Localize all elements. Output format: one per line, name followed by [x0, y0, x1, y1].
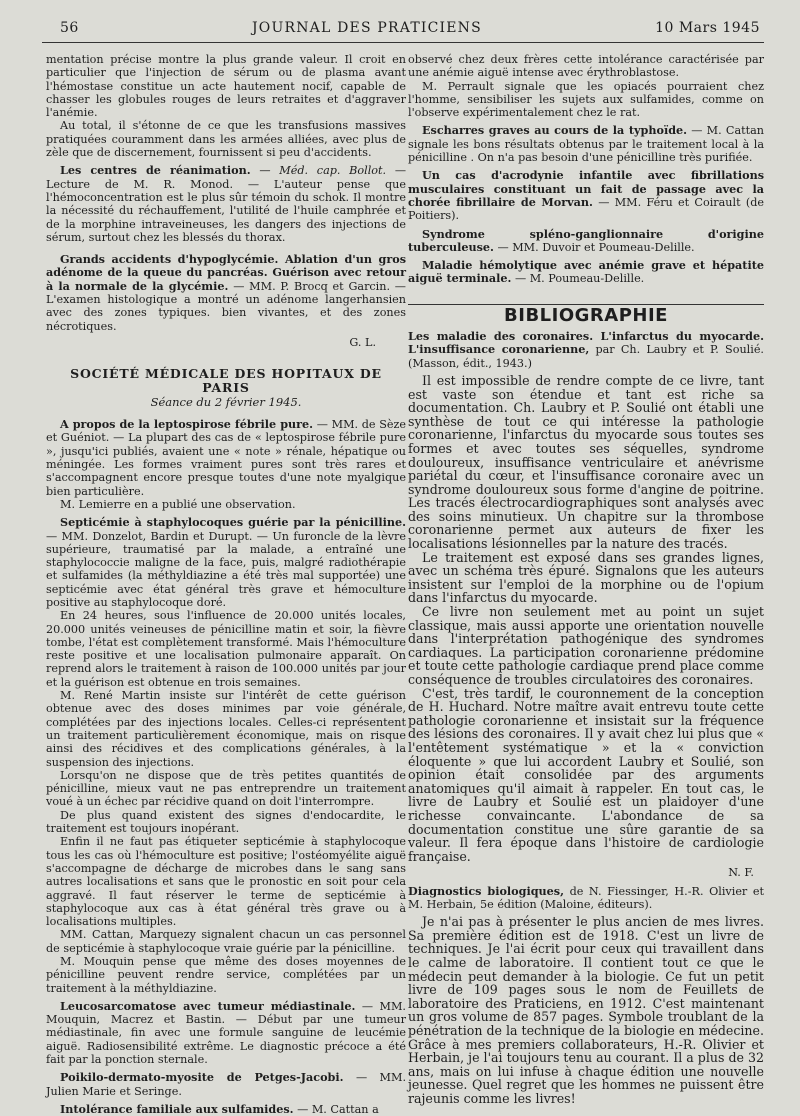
paragraph: De plus quand existent des signes d'endocardite, le traitement est toujours inopérant. [46, 808, 406, 836]
paragraph: Au total, il s'étonne de ce que les transfusions massives pratiquées couramment dans les armées alliées, avec plus de zèle que de discernement, fournissent si peu d'accidents. [46, 119, 406, 160]
left-column [42, 53, 406, 1116]
paragraph: mentation précise montre la plus grande valeur. Il croit en particulier que l'injection de sérum ou de plasma avant l'hémostase constitue un acte hautement nocif, capable de chasser les globules rouges de leurs retraites et d'aggraver l'anémie. [46, 53, 406, 120]
bibliography-heading: BIBLIOGRAPHIE [408, 304, 764, 322]
section-text: — MM. Duvoir et Poumeau-Delille. [497, 240, 695, 254]
section-septic [46, 516, 406, 609]
section-lepto [46, 418, 406, 498]
section-text: — Lecture de M. R. Monod. — L'auteur pense que l'hémoconcentration est le plus sûr témoin du schok. Il montre la nécessité du réchauffement, l'utilité de l'huile camphrée et de la morphine intraveineuses, les dangers des injections de sérum, surtout chez les blessés du thorax. [46, 164, 407, 244]
signature: N. F. [728, 866, 754, 880]
page-header [42, 20, 764, 43]
section-acrodynie [408, 169, 764, 222]
right-column [408, 53, 764, 1116]
section-title: Maladie hémolytique avec anémie grave et hépatite aiguë terminale. [408, 258, 764, 286]
paragraph: M. Perrault signale que les opiacés pourraient chez l'homme, sensibiliser les sujets aux sulfamides, comme on l'observe expérimentalement chez le rat. [408, 79, 764, 120]
section-title: A propos de la leptospirose fébrile pure. [60, 417, 314, 432]
section-text: — MM. Donzelot, Bardin et Durupt. — Un furoncle de la lèvre supérieure, traumatisé par la malade, a entraîné une staphylococcie maligne de la face, puis, malgré radiothérapie et sulfamides (la méthyldiazine a été très mal supportée) une septicémie avec état général très grave et hémoculture positive au staphylocoque doré. [46, 529, 406, 609]
book-title: Les maladie des coronaires. L'infarctus du myocarde. L'insuffisance coronarienne, [408, 329, 764, 357]
section-text: — MM. Féru et Coirault (de Poitiers). [408, 195, 765, 223]
section-title: Grands accidents d'hypoglycémie. Ablation d'un gros adénome de la queue du pancréas. Guérison avec retour à la normale de la glycémie. [46, 252, 406, 293]
section-ref: — Méd. cap. Bollot. [259, 164, 387, 178]
paragraph: Il est impossible de rendre compte de ce livre, tant est vaste son étendue et tant est riche sa documentation. Ch. Laubry et P. Soulié ont établi une synthèse de tout ce qui intéresse la pathologie coronarienne, l'infarctus du myocarde sous toutes ses formes et avec toutes ses séquelles, syndrome douloureux, insuffisance ventriculaire et anévrisme pariétal du cœur, et l'insuffisance coronaire avec un syndrome douloureux sous forme d'angine de poitrine. Les tracés électrocardiographiques sont analysés avec des soins minutieux. Un chapitre sur la thrombose coronarienne permet aux auteurs de fixer les localisations lésionnelles par la nature des tracés. [408, 372, 764, 552]
paragraph: MM. Cattan, Marquezy signalent chacun un cas personnel de septicémie à staphylocoque vraie guérie par la pénicilline. [46, 928, 406, 955]
section-title: Syndrome spléno-ganglionnaire d'origine tuberculeuse. [408, 226, 764, 254]
paragraph: Je n'ai pas à présenter le plus ancien de mes livres. Sa première édition est de 1918. C'est un livre de techniques. Je l'ai écrit pour ceux qui travaillent dans le calme de laboratoire. Il contient tout ce que le médecin peut demander à la biologie. Ce fut un petit livre de 109 pages sous le nom de Feuillets de laboratoire des Praticiens, en 1912. C'est maintenant un gros volume de 857 pages. Symbole troublant de la pénétration de la technique de la biologie en médecine. Grâce à mes premiers collaborateurs, H.-R. Olivier et Herbain, je l'ai toujours tenu au courant. Il a plus de 32 ans, mais on lui infuse à chaque édition une nouvelle jeunesse. Quel regret que les hommes ne puissent être rajeunis comme les livres! [408, 914, 764, 1106]
signature: G. L. [349, 335, 376, 349]
paragraph: Ce livre non seulement met au point un sujet classique, mais aussi apporte une orientation nouvelle dans l'interprétation pathogénique des syndromes cardiaques. La participation coronarienne prédomine et toute cette pathologie cardiaque prend place comme conséquence de troubles circulatoires des coronaires. [408, 604, 764, 687]
section-title: Poikilo-dermato-myosite de Petges-Jacobi. [60, 1070, 344, 1085]
section-accidents [46, 253, 406, 333]
section-syndrome [408, 228, 764, 255]
book-review-2 [408, 915, 764, 1105]
section-text: — M. Cattan signale les bons résultats obtenus par le traitement local à la pénicilline . On n'a pas besoin d'une pénicilline très purifiée. [408, 124, 764, 165]
society-title: SOCIÉTÉ MÉDICALE DES HOPITAUX DE PARIS [70, 366, 382, 395]
paragraph: Lorsqu'on ne dispose que de très petites quantités de pénicilline, mieux vaut ne pas entreprendre un traitement voué à un échec par récidive quand on doit l'interrompre. [46, 768, 406, 809]
book-title: Diagnostics biologiques, [408, 883, 564, 898]
paragraph: C'est, très tardif, le couronnement de la conception de H. Huchard. Notre maître avait entrevu toute cette pathologie coronarienne et insistait sur la fréquence des lésions des coronaires. Il y avait chez lui plus que « l'entêtement systématique » et la « conviction éloquente » que lui accordent Laubry et Soulié, son opinion était consolidée par des arguments anatomiques qu'il aimait à rappeler. En tout cas, le livre de Laubry et Soulié est un plaidoyer d'une richesse convaincante. L'abondance de sa documentation constitue une sûre garantie de sa valeur. Il fera époque dans l'histoire de cardiologie française. [408, 685, 764, 864]
book-entry-1 [408, 330, 764, 370]
journal-title: JOURNAL DES PRATICIENS [252, 20, 482, 36]
book-review-1 [408, 374, 764, 863]
book-entry-2 [408, 885, 764, 912]
section-title: Leucosarcomatose avec tumeur médiastinale. [60, 998, 356, 1013]
paragraph: Enfin il ne faut pas étiqueter septicémie à staphylocoque tous les cas où l'hémoculture est positive; l'ostéomyélite aiguë s'accompagne de décharge de microbes dans le sang sans autres localisations et sans que le pronostic en soit pour cela aggravé. Il faut réserver le terme de septicémie à staphylocoque aux cas à état général très grave ou à localisations multiples. [46, 835, 406, 929]
paragraph: observé chez deux frères cette intolérance caractérisée par une anémie aiguë intense avec érythroblastose. [408, 53, 764, 80]
paragraph: M. Mouquin pense que même des doses moyennes de pénicilline peuvent rendre service, complétées par un traitement à la méthyldiazine. [46, 955, 406, 995]
section-title: Septicémie à staphylocoques guérie par la pénicilline. [60, 515, 406, 530]
section-title: Un cas d'acrodynie infantile avec fibrillations musculaires constituant un fait de passage avec la chorée fibrillaire de Morvan. [408, 168, 764, 209]
section-intolerance [46, 1103, 406, 1116]
section-text: — MM. de Sèze et Guéniot. — La plupart des cas de « leptospirose fébrile pure », jusqu'ici publiés, avaient une « note » rénale, hépatique ou méningée. Les formes vraiment pures sont très rares et s'accompagnent encore presque toutes d'une note myalgique bien particulière. [46, 418, 407, 498]
section-centres [46, 164, 406, 244]
paragraph: M. René Martin insiste sur l'intérêt de cette guérison obtenue avec des doses minimes par voie générale, complétées par des injections locales. Celles-ci représentent un traitement particulièrement économique, mais on risque ainsi des récidives et des complications générales, à la suspension des injections. [46, 689, 406, 769]
article-columns [42, 53, 764, 1116]
session-date: Séance du 2 février 1945. [150, 394, 302, 409]
book-authors: de N. Fiessinger, H.-R. Olivier et M. Herbain, 5e édition (Maloine, éditeurs). [408, 884, 764, 911]
paragraph: En 24 heures, sous l'influence de 20.000 unités locales, 20.000 unités veineuses de pénicilline matin et soir, la fièvre tombe, l'état est complètement transformé. Mais l'hémoculture reste positive et une localisation pulmonaire apparaît. On reprend alors le traitement à raison de 100.000 unités par jour et la guérison est obtenue en trois semaines. [46, 609, 406, 689]
section-text: — MM. P. Brocq et Garcin. — L'examen histologique a montré un adénome langerhansien avec des zones typiques. bien vivantes, et des zones nécrotiques. [46, 279, 406, 333]
section-text: — MM. Julien Marie et Seringe. [46, 1071, 406, 1098]
section-text: — M. Cattan a [297, 1102, 379, 1116]
issue-date: 10 Mars 1945 [655, 20, 760, 36]
section-maladie [408, 259, 764, 286]
page-number: 56 [60, 20, 79, 36]
section-title: Escharres graves au cours de la typhoïde. [422, 123, 688, 138]
section-leuco [46, 1000, 406, 1066]
section-title: Intolérance familiale aux sulfamides. [60, 1101, 294, 1116]
section-text: — M. Poumeau-Delille. [514, 272, 645, 286]
book-authors: par Ch. Laubry et P. Soulié. (Masson, édit., 1943.) [408, 343, 764, 370]
section-poikilo [46, 1071, 406, 1098]
section-text: — MM. Mouquin, Macrez et Bastin. — Début par une tumeur médiastinale, fin avec une formule sanguine de leucémie aiguë. Radiosensibilité extrême. Le diagnostic précoce a été fait par la ponction sternale. [46, 999, 406, 1067]
section-escharres [408, 124, 764, 164]
paragraph: M. Lemierre en a publié une observation. [60, 497, 296, 511]
section-title: Les centres de réanimation. [60, 163, 251, 178]
paragraph: Le traitement est exposé dans ses grandes lignes, avec un schéma très épuré. Signalons que les auteurs insistent sur l'emploi de la morphine ou de l'opium dans l'infarctus du myocarde. [408, 549, 764, 606]
